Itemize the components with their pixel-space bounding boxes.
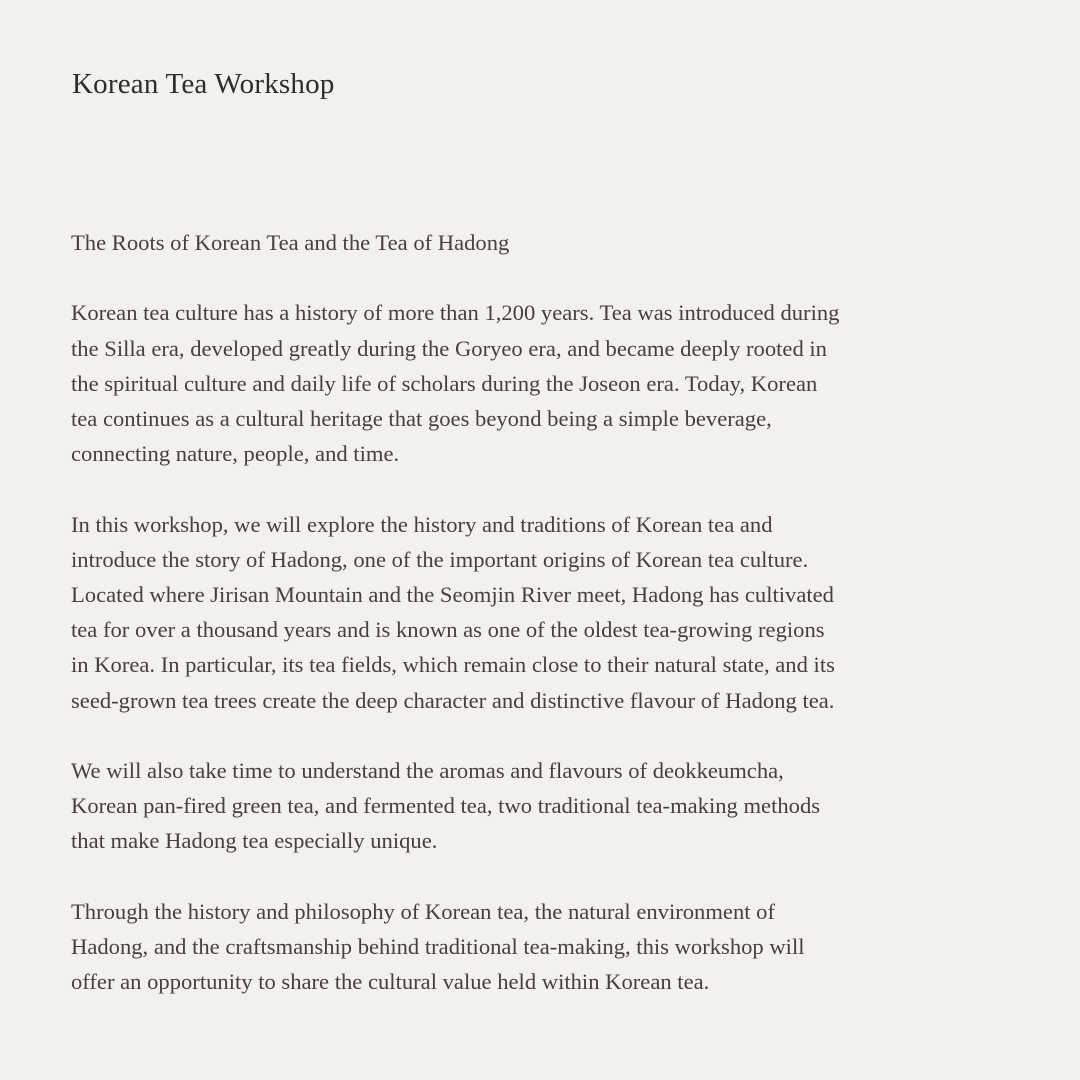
text-line: seed-grown tea trees create the deep character and distinctive flavour of Hadong tea. — [71, 687, 835, 713]
text-line: the Silla era, developed greatly during the Goryeo era, and became deeply rooted in — [71, 335, 827, 361]
document-body — [71, 225, 931, 1035]
text-line: introduce the story of Hadong, one of the important origins of Korean tea culture. — [71, 546, 809, 572]
document-title: Korean Tea Workshop — [72, 68, 335, 100]
section-heading: The Roots of Korean Tea and the Tea of Hadong — [71, 230, 510, 255]
text-line: Korean tea culture has a history of more than 1,200 years. Tea was introduced during — [71, 300, 840, 326]
text-line: the spiritual culture and daily life of scholars during the Joseon era. Today, Korean — [71, 370, 818, 396]
text-line: Korean pan-fired green tea, and fermented tea, two traditional tea-making methods — [71, 793, 821, 819]
paragraph-conclusion — [71, 894, 931, 1000]
text-line: Hadong, and the craftsmanship behind traditional tea-making, this workshop will — [71, 934, 805, 959]
text-line: offer an opportunity to share the cultural value held within Korean tea. — [71, 969, 710, 995]
text-line: in Korea. In particular, its tea fields, which remain close to their natural state, and its — [71, 652, 835, 678]
paragraph-hadong — [71, 507, 931, 718]
paragraph-methods — [71, 753, 931, 859]
text-line: Through the history and philosophy of Korean tea, the natural environment of — [71, 898, 775, 924]
text-line: Located where Jirisan Mountain and the Seomjin River meet, Hadong has cultivated — [71, 582, 834, 607]
text-line: connecting nature, people, and time. — [71, 441, 400, 467]
text-line: We will also take time to understand the aromas and flavours of deokkeumcha, — [71, 758, 784, 783]
text-line: In this workshop, we will explore the history and traditions of Korean tea and — [71, 511, 773, 537]
text-line: tea continues as a cultural heritage that goes beyond being a simple beverage, — [71, 406, 772, 431]
text-line: that make Hadong tea especially unique. — [71, 828, 438, 854]
paragraph-history — [71, 295, 931, 471]
text-line: tea for over a thousand years and is known as one of the oldest tea-growing regions — [71, 617, 825, 643]
